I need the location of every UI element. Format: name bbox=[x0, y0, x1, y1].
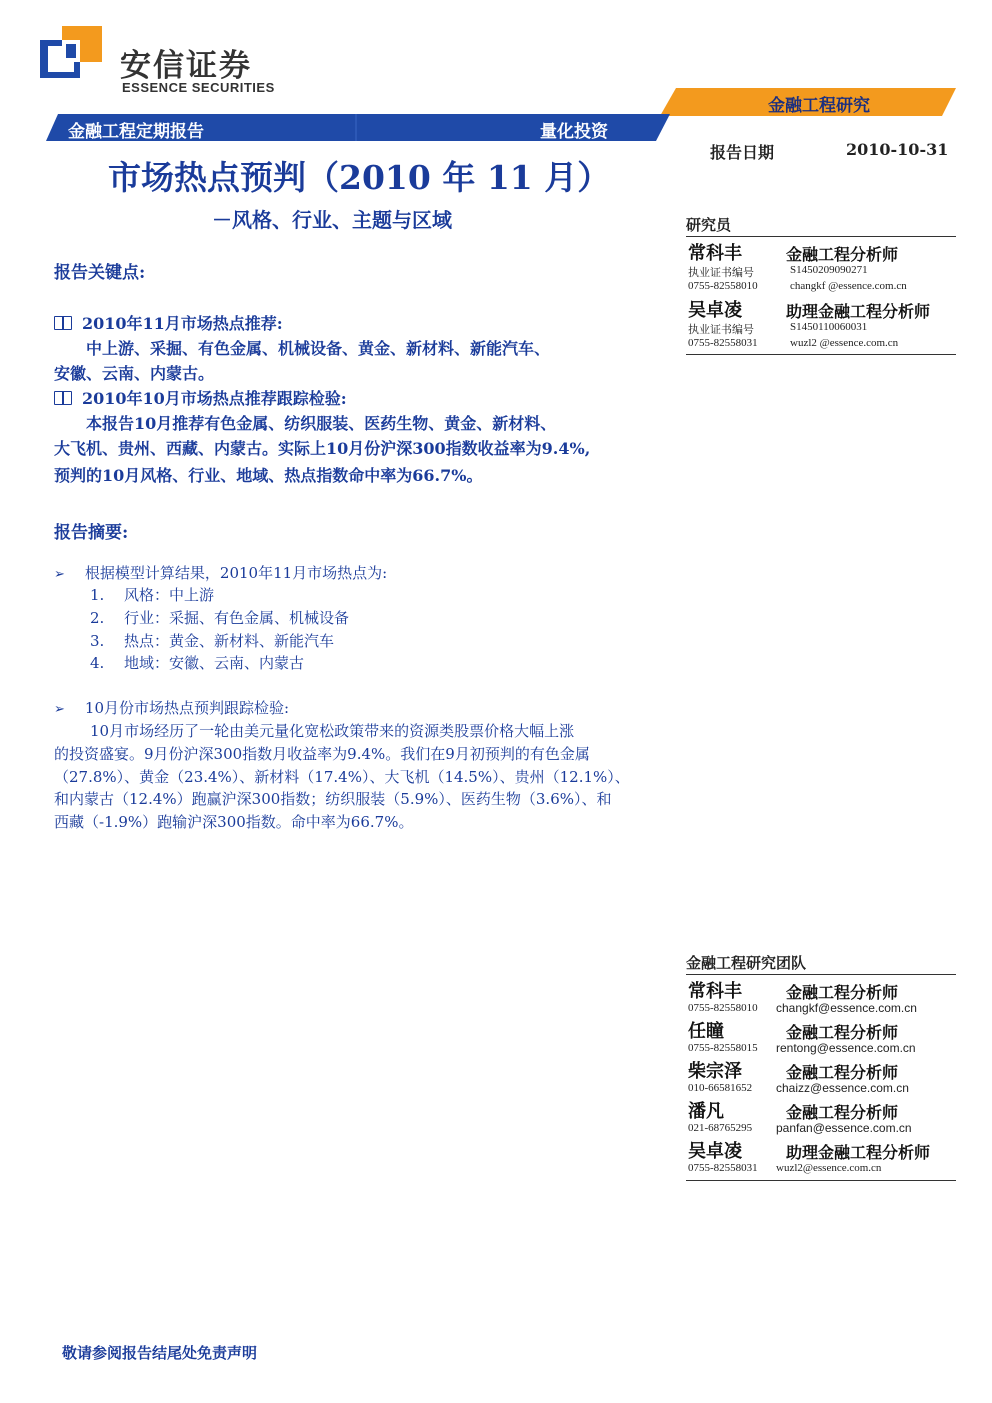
arrow-bullet-icon: ➢ bbox=[54, 702, 65, 717]
summary-paragraph-line: （27.8%）、黄金（23.4%）、新材料（17.4%）、大飞机（14.5%）、贵州（12.1%）、 bbox=[54, 768, 630, 786]
banner-orange-label: 金融工程研究 bbox=[768, 96, 870, 116]
team-member-email: rentong@essence.com.cn bbox=[776, 1041, 916, 1055]
team-member-title: 金融工程分析师 bbox=[786, 1103, 899, 1122]
key-point-1-line: 安徽、云南、内蒙古。 bbox=[54, 364, 215, 383]
list-item: 1. 风格：中上游 bbox=[90, 586, 215, 604]
researcher-email: changkf @essence.com.cn bbox=[790, 280, 907, 292]
divider bbox=[686, 236, 956, 237]
team-member-title: 金融工程分析师 bbox=[786, 1023, 899, 1042]
team-member-name: 潘凡 bbox=[688, 1101, 724, 1122]
logo-text-cn: 安信证券 bbox=[120, 48, 252, 84]
divider bbox=[686, 1180, 956, 1181]
summary-paragraph-line: 10月市场经历了一轮由美元量化宽松政策带来的资源类股票价格大幅上涨 bbox=[90, 722, 575, 740]
list-item: 4. 地域：安徽、云南、内蒙古 bbox=[90, 654, 305, 672]
team-member-title: 金融工程分析师 bbox=[786, 983, 899, 1002]
team-member-phone: 0755-82558031 bbox=[688, 1162, 758, 1174]
summary-paragraph-line: 的投资盛宴。9月份沪深300指数月收益率为9.4%。我们在9月初预判的有色金属 bbox=[54, 745, 590, 763]
team-member-title: 金融工程分析师 bbox=[786, 1063, 899, 1082]
key-point-1-title: 2010年11月市场热点推荐: bbox=[54, 311, 283, 336]
date-label: 报告日期 bbox=[710, 143, 775, 162]
list-item: 3. 热点：黄金、新材料、新能汽车 bbox=[90, 632, 335, 650]
researcher-email: wuzl2 @essence.com.cn bbox=[790, 337, 899, 349]
team-heading: 金融工程研究团队 bbox=[686, 954, 807, 972]
essence-logo-icon bbox=[40, 26, 102, 78]
cert-number: S1450209090271 bbox=[790, 264, 868, 276]
cert-label: 执业证书编号 bbox=[688, 324, 754, 336]
team-member-phone: 010-66581652 bbox=[688, 1082, 753, 1094]
divider bbox=[686, 974, 956, 975]
researcher-phone: 0755-82558010 bbox=[688, 280, 758, 292]
team-member-phone: 0755-82558010 bbox=[688, 1002, 758, 1014]
team-member-name: 吴卓凌 bbox=[688, 1141, 742, 1162]
team-member-name: 柴宗泽 bbox=[688, 1061, 742, 1082]
book-icon bbox=[54, 316, 72, 330]
key-point-2-line: 大飞机、贵州、西藏、内蒙古。实际上10月份沪深300指数收益率为9.4%, bbox=[54, 439, 591, 458]
key-point-2-line: 本报告10月推荐有色金属、纺织服装、医药生物、黄金、新材料、 bbox=[86, 414, 557, 433]
key-points-heading: 报告关键点: bbox=[54, 263, 146, 283]
summary-heading: 报告摘要: bbox=[54, 523, 129, 543]
divider bbox=[686, 354, 956, 355]
book-icon bbox=[54, 391, 72, 405]
team-member-email: panfan@essence.com.cn bbox=[776, 1121, 912, 1135]
key-point-2-title: 2010年10月市场热点推荐跟踪检验: bbox=[54, 386, 347, 411]
researchers-heading: 研究员 bbox=[686, 216, 732, 234]
team-member-phone: 021-68765295 bbox=[688, 1122, 753, 1134]
team-member-title: 助理金融工程分析师 bbox=[786, 1143, 931, 1162]
team-member-email: chaizz@essence.com.cn bbox=[776, 1081, 909, 1095]
report-subtitle: －风格、行业、主题与区域 bbox=[212, 208, 452, 232]
researcher-phone: 0755-82558031 bbox=[688, 337, 758, 349]
disclaimer-note: 敬请参阅报告结尾处免责声明 bbox=[62, 1344, 258, 1362]
team-member-name: 常科丰 bbox=[688, 981, 742, 1002]
list-item: 2. 行业：采掘、有色金属、机械设备 bbox=[90, 609, 350, 627]
team-member-email: changkf@essence.com.cn bbox=[776, 1001, 917, 1015]
team-member-phone: 0755-82558015 bbox=[688, 1042, 758, 1054]
arrow-bullet-icon: ➢ bbox=[54, 567, 65, 582]
key-point-2-line: 预判的10月风格、行业、地域、热点指数命中率为66.7%。 bbox=[54, 466, 483, 485]
cert-label: 执业证书编号 bbox=[688, 267, 754, 279]
summary-bullet-1: ➢ 根据模型计算结果，2010年11月市场热点为: bbox=[54, 564, 388, 582]
researcher-name: 吴卓凌 bbox=[688, 300, 742, 321]
team-member-email: wuzl2@essence.com.cn bbox=[776, 1162, 882, 1174]
logo-text-en: ESSENCE SECURITIES bbox=[122, 80, 275, 95]
researcher-title: 金融工程分析师 bbox=[786, 245, 899, 264]
researcher-name: 常科丰 bbox=[688, 243, 742, 264]
summary-bullet-2: ➢ 10月份市场热点预判跟踪检验: bbox=[54, 699, 290, 717]
date-value: 2010-10-31 bbox=[846, 140, 949, 159]
report-title: 市场热点预判（2010 年 11 月） bbox=[108, 158, 611, 197]
researcher-title: 助理金融工程分析师 bbox=[786, 302, 931, 321]
summary-paragraph-line: 和内蒙古（12.4%）跑赢沪深300指数；纺织服装（5.9%）、医药生物（3.6%）、和 bbox=[54, 790, 612, 808]
category-label: 量化投资 bbox=[540, 122, 608, 142]
cert-number: S1450110060031 bbox=[790, 321, 868, 333]
team-member-name: 任瞳 bbox=[688, 1021, 724, 1042]
summary-paragraph-line: 西藏（-1.9%）跑输沪深300指数。命中率为66.7%。 bbox=[54, 813, 414, 831]
key-point-1-line: 中上游、采掘、有色金属、机械设备、黄金、新材料、新能汽车、 bbox=[86, 339, 551, 358]
report-type-label: 金融工程定期报告 bbox=[68, 122, 204, 142]
